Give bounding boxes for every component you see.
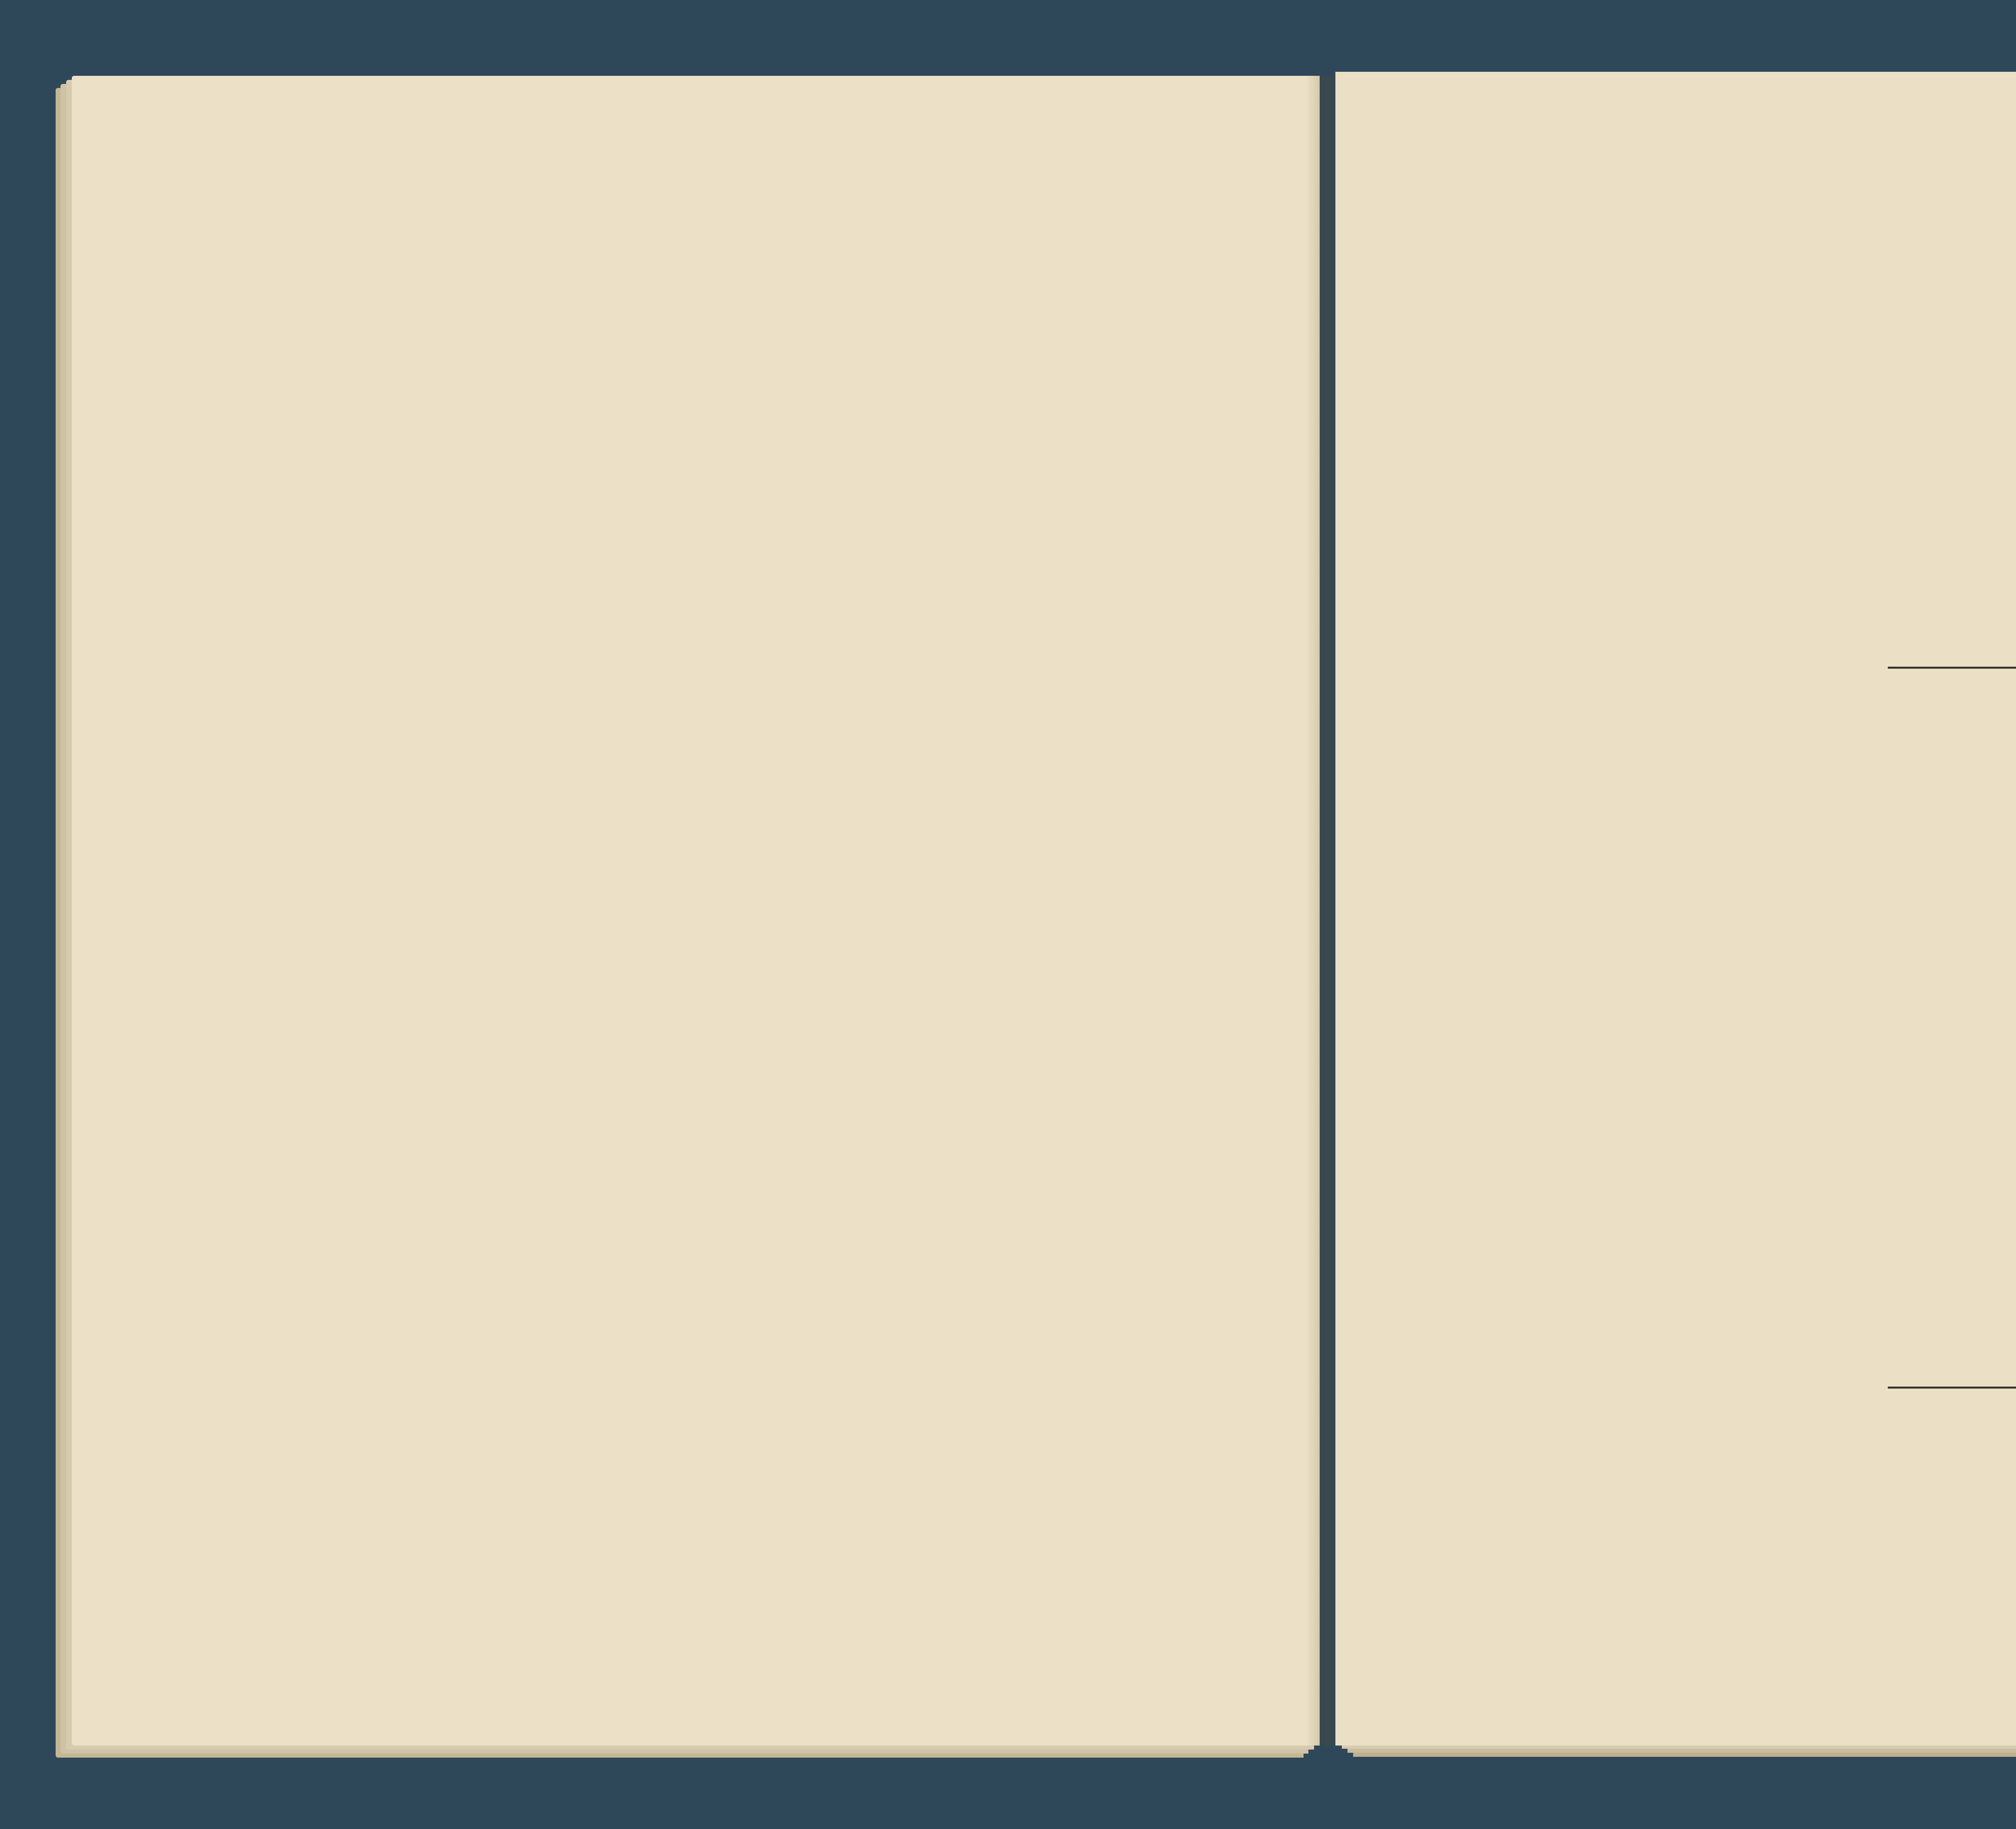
- samlet-tons: [1031, 753, 1164, 778]
- section-divider: [1888, 667, 2016, 669]
- samlet-kr: [858, 753, 1019, 778]
- left-page: [72, 76, 1320, 1746]
- end-divider: [1888, 1387, 2016, 1389]
- right-page: [1335, 72, 2016, 1746]
